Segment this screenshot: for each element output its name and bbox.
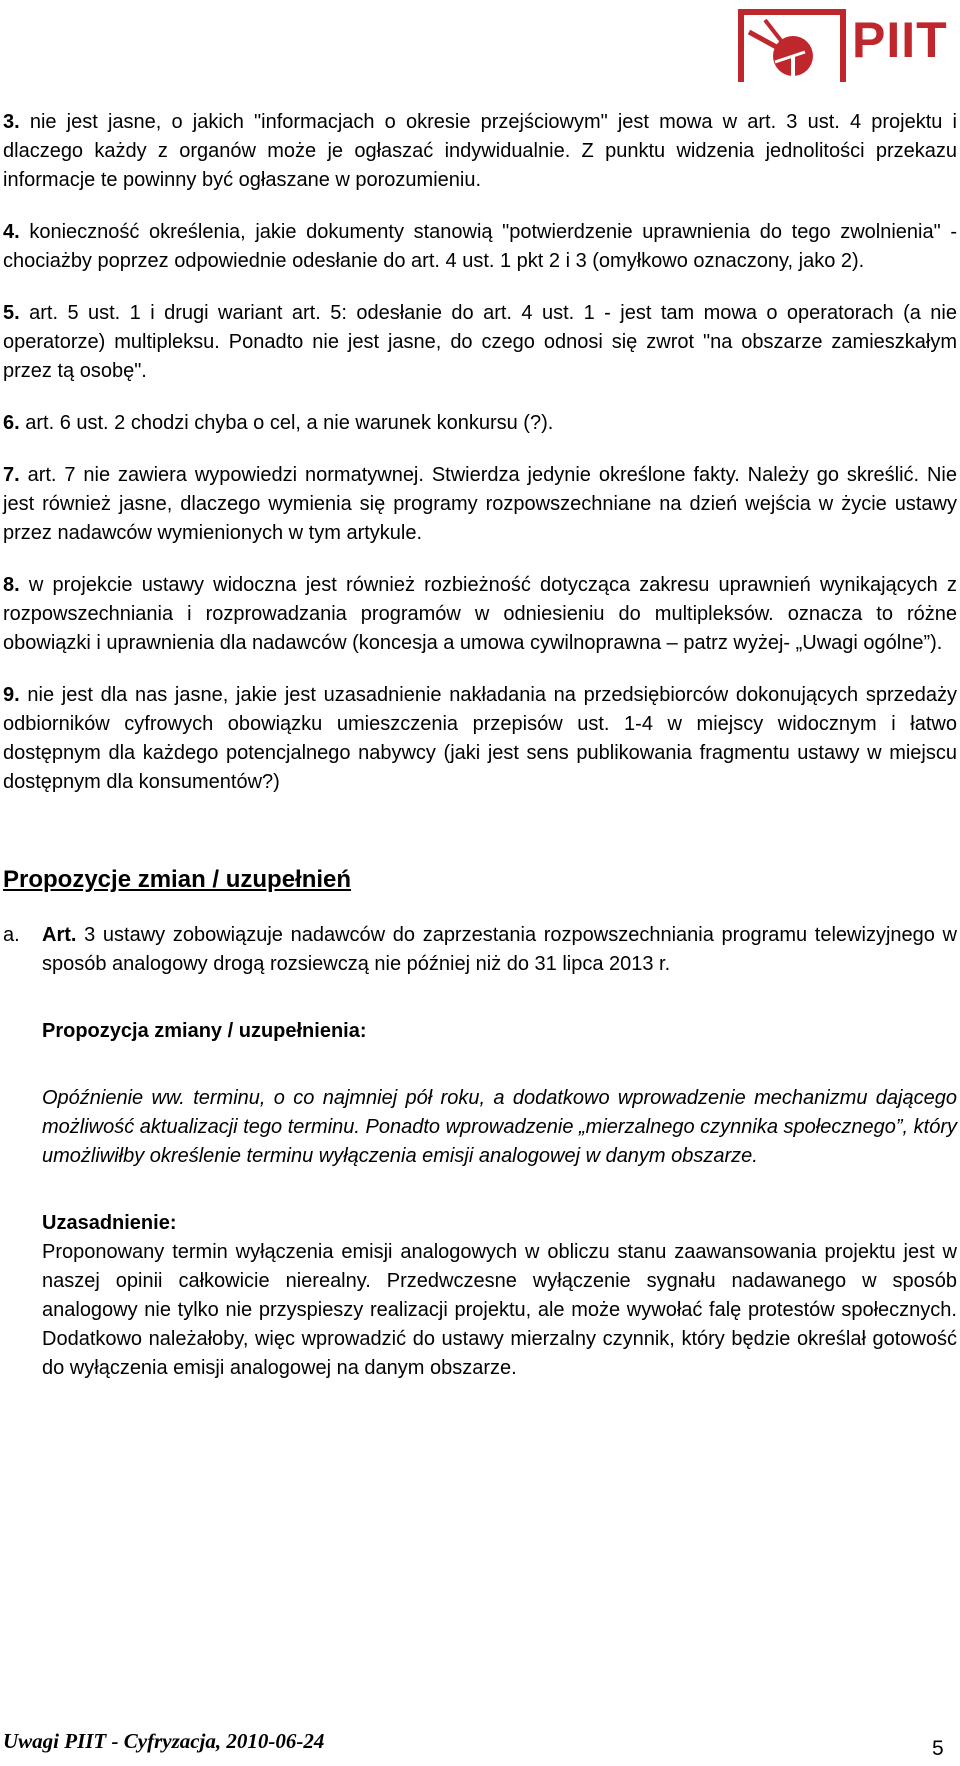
remark-5	[3, 299, 957, 386]
remark-text: konieczność określenia, jakie dokumenty stanowią "potwierdzenie uprawnienia do tego zwolnienia" - chociażby poprzez odpowiednie odesłanie do art. 4 ust. 1 pkt 2 i 3 (omyłkowo oznaczony, jako 2).	[3, 221, 957, 272]
footer-text: Uwagi PIIT - Cyfryzacja, 2010-06-24	[3, 1729, 325, 1753]
justification-heading: Uzasadnienie:	[42, 1212, 177, 1234]
justification-text: Proponowany termin wyłączenia emisji analogowych w obliczu stanu zaawansowania projektu jest w naszej opinii całkowicie nierealny. Przedwczesne wyłączenie sygnału nadawanego w sposób analogowy nie tylko nie przyspieszy realizacji projektu, ale może wywołać falę protestów społecznych. Dodatkowo należałoby, więc wprowadzić do ustawy mierzalny czynnik, który będzie określał gotowość do wyłączenia emisji analogowej na danym obszarze.	[42, 1241, 957, 1379]
remark-text: nie jest dla nas jasne, jakie jest uzasadnienie nakładania na przedsiębiorców dokonujących sprzedaży odbiorników cyfrowych obowiązku umieszczenia przepisów ust. 1-4 w miejscy widocznym i łatwo dostępnym dla każdego potencjalnego nabywcy (jaki jest sens publikowania fragmentu ustawy w miejscu dostępnym dla konsumentów?)	[3, 684, 957, 793]
remark-number: 4.	[3, 221, 20, 243]
remark-7	[3, 461, 957, 548]
remark-text: w projekcie ustawy widoczna jest również rozbieżność dotycząca zakresu uprawnień wynikających z rozpowszechniania i rozprowadzania programów w odniesieniu do multipleksów. oznacza to różne obowiązki i uprawnienia dla nadawców (koncesja a umowa cywilnoprawna – patrz wyżej- „Uwagi ogólne”).	[3, 574, 957, 654]
proposal-a	[3, 921, 957, 979]
remark-number: 7.	[3, 464, 20, 486]
remark-text: art. 6 ust. 2 chodzi chyba o cel, a nie warunek konkursu (?).	[19, 412, 554, 434]
logo-text: PIIT	[852, 12, 948, 68]
remark-number: 5.	[3, 302, 20, 324]
remark-6	[3, 409, 957, 438]
remark-number: 6.	[3, 412, 20, 434]
remark-8	[3, 571, 957, 658]
proposal-body: 3 ustawy zobowiązuje nadawców do zaprzestania rozpowszechniania programu telewizyjnego w sposób analogowy drogą rozsiewczą nie później niż do 31 lipca 2013 r.	[42, 924, 957, 975]
proposal-marker: a.	[3, 924, 20, 946]
document-body	[3, 108, 957, 1383]
remark-number: 3.	[3, 111, 20, 133]
section-title: Propozycje zmian / uzupełnień	[3, 866, 352, 893]
remark-9	[3, 681, 957, 797]
remark-number: 8.	[3, 574, 20, 596]
proposal-text	[42, 921, 957, 979]
remark-text: art. 5 ust. 1 i drugi wariant art. 5: odesłanie do art. 4 ust. 1 - jest tam mowa o operatorach (a nie operatorze) multipleksu. Ponadto nie jest jasne, do czego odnosi się zwrot "na obszarze zamieszkałym przez tą osobę".	[3, 302, 957, 382]
remark-text: nie jest jasne, o jakich "informacjach o okresie przejściowym" jest mowa w art. 3 ust. 4 projektu i dlaczego każdy z organów może je ogłaszać indywidualnie. Z punktu widzenia jednolitości przekazu informacje te powinny być ogłaszane w porozumieniu.	[3, 111, 957, 191]
remark-text: art. 7 nie zawiera wypowiedzi normatywnej. Stwierdza jedynie określone fakty. Należy go skreślić. Nie jest również jasne, dlaczego wymienia się programy rozpowszechniane na dzień wejścia w życie ustawy przez nadawców wymienionych w tym artykule.	[3, 464, 957, 544]
remark-number: 9.	[3, 684, 20, 706]
remark-4	[3, 218, 957, 276]
proposal-art-label: Art.	[42, 924, 77, 946]
page-number: 5	[932, 1737, 944, 1760]
remark-3	[3, 108, 957, 195]
proposal-change-text: Opóźnienie ww. terminu, o co najmniej pół roku, a dodatkowo wprowadzenie mechanizmu dającego możliwość aktualizacji tego terminu. Ponadto wprowadzenie „mierzalnego czynnika społecznego”, który umożliwiłby określenie terminu wyłączenia emisji analogowej w danym obszarze.	[42, 1087, 957, 1167]
proposal-subheading: Propozycja zmiany / uzupełnienia:	[42, 1020, 367, 1042]
